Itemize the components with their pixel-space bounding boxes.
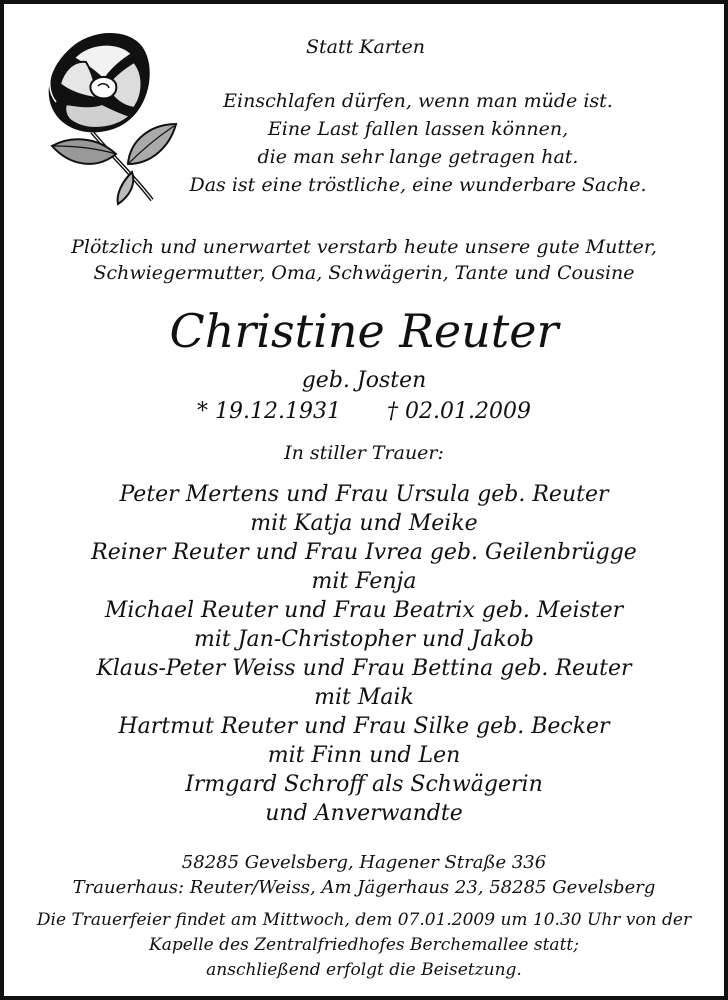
mourner-line: mit Jan-Christopher und Jakob: [194, 627, 534, 652]
mourner-line: mit Katja und Meike: [250, 511, 478, 536]
deceased-name: Christine Reuter: [169, 304, 559, 358]
ceremony-line: anschließend erfolgt die Beisetzung.: [206, 960, 522, 980]
ceremony-line: Kapelle des Zentralfriedhofes Berchemallee statt;: [149, 935, 579, 955]
address-line: Trauerhaus: Reuter/Weiss, Am Jägerhaus 23, 58285 Gevelsberg: [72, 877, 656, 898]
mourner-line: Michael Reuter und Frau Beatrix geb. Meister: [104, 598, 624, 623]
mourning-heading: In stiller Trauer:: [284, 442, 444, 464]
intro-line: Schwiegermutter, Oma, Schwägerin, Tante und Cousine: [93, 262, 635, 284]
mourner-line: Irmgard Schroff als Schwägerin: [185, 772, 543, 797]
poem-line: Einschlafen dürfen, wenn man müde ist.: [223, 90, 613, 112]
address-line: 58285 Gevelsberg, Hagener Straße 336: [181, 852, 547, 873]
mourner-line: Klaus-Peter Weiss und Frau Bettina geb. Reuter: [96, 656, 632, 681]
mourner-line: Hartmut Reuter und Frau Silke geb. Becker: [118, 714, 610, 739]
poem-line: Das ist eine tröstliche, eine wunderbare Sache.: [189, 174, 647, 196]
poem-line: die man sehr lange getragen hat.: [257, 146, 579, 168]
mourner-line: mit Maik: [314, 685, 414, 710]
statt-karten-text: Statt Karten: [306, 36, 426, 58]
ceremony-line: Die Trauerfeier findet am Mittwoch, dem 07.01.2009 um 10.30 Uhr von der: [36, 910, 692, 930]
life-dates: [4, 399, 724, 424]
mourner-line: Peter Mertens und Frau Ursula geb. Reuter: [119, 482, 609, 507]
maiden-name: geb. Josten: [301, 368, 427, 393]
death-date: † 02.01.2009: [387, 399, 531, 424]
intro-line: Plötzlich und unerwartet verstarb heute unsere gute Mutter,: [71, 236, 657, 258]
birth-date: * 19.12.1931: [197, 399, 341, 424]
mourner-line: und Anverwandte: [265, 801, 463, 826]
rose-icon: [30, 24, 180, 206]
mourner-line: mit Finn und Len: [267, 743, 461, 768]
mourner-line: mit Fenja: [311, 569, 417, 594]
poem-line: Eine Last fallen lassen können,: [267, 118, 569, 140]
mourner-line: Reiner Reuter und Frau Ivrea geb. Geilenbrügge: [91, 540, 637, 565]
